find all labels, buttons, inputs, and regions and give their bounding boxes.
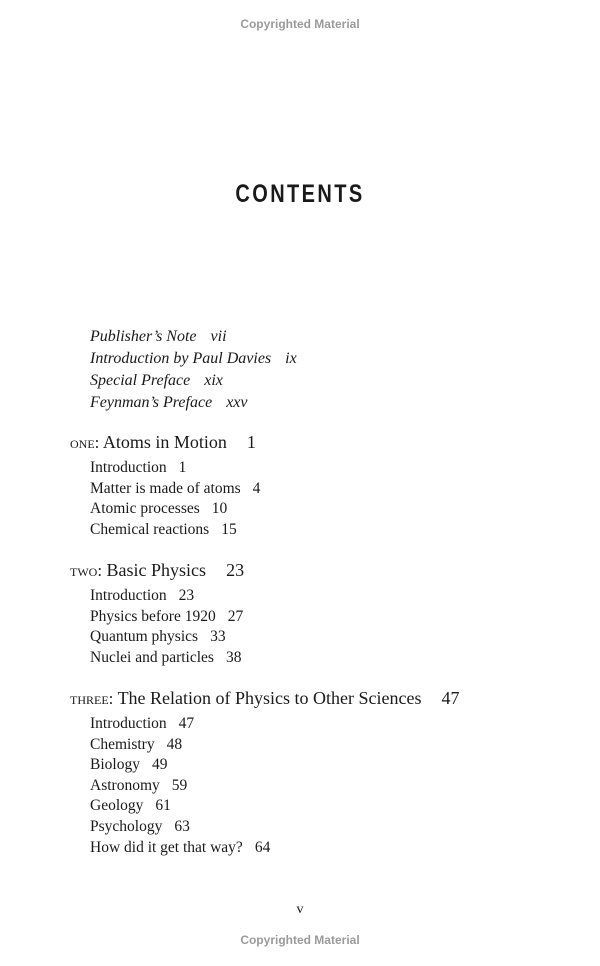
chapter-heading[interactable] — [70, 431, 260, 454]
toc-entry[interactable] — [70, 735, 460, 756]
entry-page: 47 — [178, 715, 195, 732]
front-matter-list — [90, 326, 297, 414]
toc-entry[interactable] — [90, 370, 297, 392]
entry-page: 48 — [166, 735, 183, 753]
entry-title: How did it get that way? — [90, 838, 243, 856]
entry-title: Nuclei and particles — [90, 648, 214, 666]
entry-title: Atomic processes — [90, 500, 200, 518]
entry-title: Special Preface — [90, 372, 191, 389]
entry-title: Introduction — [90, 459, 167, 476]
chapter-heading[interactable] — [70, 559, 244, 582]
copyright-watermark-top: Copyrighted Material — [240, 17, 360, 31]
entry-page: xxv — [226, 394, 248, 411]
chapter-title: Basic Physics — [102, 560, 207, 580]
toc-entry[interactable] — [70, 586, 244, 607]
entry-page: 49 — [151, 756, 168, 774]
toc-entry[interactable] — [70, 499, 260, 520]
toc-entry[interactable] — [70, 607, 244, 628]
chapter-page: 23 — [226, 560, 245, 580]
toc-entry[interactable] — [70, 648, 244, 669]
entry-title: Matter is made of atoms — [90, 479, 241, 497]
copyright-watermark-bottom: Copyrighted Material — [240, 933, 360, 947]
entry-page: 10 — [211, 500, 228, 518]
chapter-page: 47 — [441, 688, 460, 708]
chapter-number: one: — [70, 433, 100, 452]
entry-title: Biology — [90, 756, 140, 774]
entry-title: Astronomy — [90, 776, 160, 794]
entry-page: xix — [204, 372, 223, 389]
toc-entry[interactable] — [90, 392, 297, 414]
toc-entry[interactable] — [70, 520, 260, 541]
toc-entry[interactable] — [70, 627, 244, 648]
entry-title: Geology — [90, 797, 144, 815]
chapter-heading[interactable] — [70, 687, 460, 710]
chapter-title: The Relation of Physics to Other Sciences — [113, 688, 422, 708]
toc-entry[interactable] — [70, 817, 460, 838]
entry-title: Psychology — [90, 817, 163, 835]
entry-page: 63 — [174, 817, 190, 835]
entry-page: vii — [210, 328, 227, 345]
toc-entry[interactable] — [70, 458, 260, 479]
entry-page: 1 — [178, 459, 187, 476]
entry-title: Introduction by Paul Davies — [90, 350, 272, 367]
entry-title: Chemical reactions — [90, 520, 210, 538]
chapter-one — [70, 431, 260, 540]
toc-entry[interactable] — [70, 755, 460, 776]
chapter-three — [70, 687, 460, 858]
entry-page: 33 — [210, 628, 226, 646]
entry-title: Feynman’s Preface — [90, 394, 213, 411]
entry-page: 15 — [221, 520, 237, 538]
entry-page: 27 — [227, 607, 244, 625]
page-title: CONTENTS — [235, 180, 365, 208]
chapter-page: 1 — [246, 432, 256, 452]
entry-page: 59 — [171, 776, 188, 794]
entry-title: Quantum physics — [90, 628, 199, 646]
entry-page: 23 — [178, 587, 195, 604]
toc-entry[interactable] — [70, 714, 460, 735]
entry-title: Physics before 1920 — [90, 607, 216, 625]
chapter-number: three: — [70, 689, 114, 708]
toc-entry[interactable] — [90, 348, 297, 370]
entry-page: 38 — [225, 648, 242, 666]
chapter-two — [70, 559, 244, 668]
entry-title: Introduction — [90, 587, 167, 604]
entry-title: Introduction — [90, 715, 167, 732]
toc-entry[interactable] — [70, 796, 460, 817]
chapter-title: Atoms in Motion — [99, 432, 227, 452]
entry-page: ix — [285, 350, 297, 367]
page-number: v — [296, 902, 304, 917]
toc-entry[interactable] — [70, 776, 460, 797]
entry-page: 64 — [254, 838, 271, 856]
toc-entry[interactable] — [70, 838, 460, 859]
toc-entry[interactable] — [90, 326, 297, 348]
entry-title: Publisher’s Note — [90, 328, 197, 345]
entry-page: 4 — [252, 479, 261, 497]
chapter-number: two: — [70, 561, 103, 580]
toc-entry[interactable] — [70, 479, 260, 500]
entry-page: 61 — [155, 797, 171, 815]
entry-title: Chemistry — [90, 735, 155, 753]
